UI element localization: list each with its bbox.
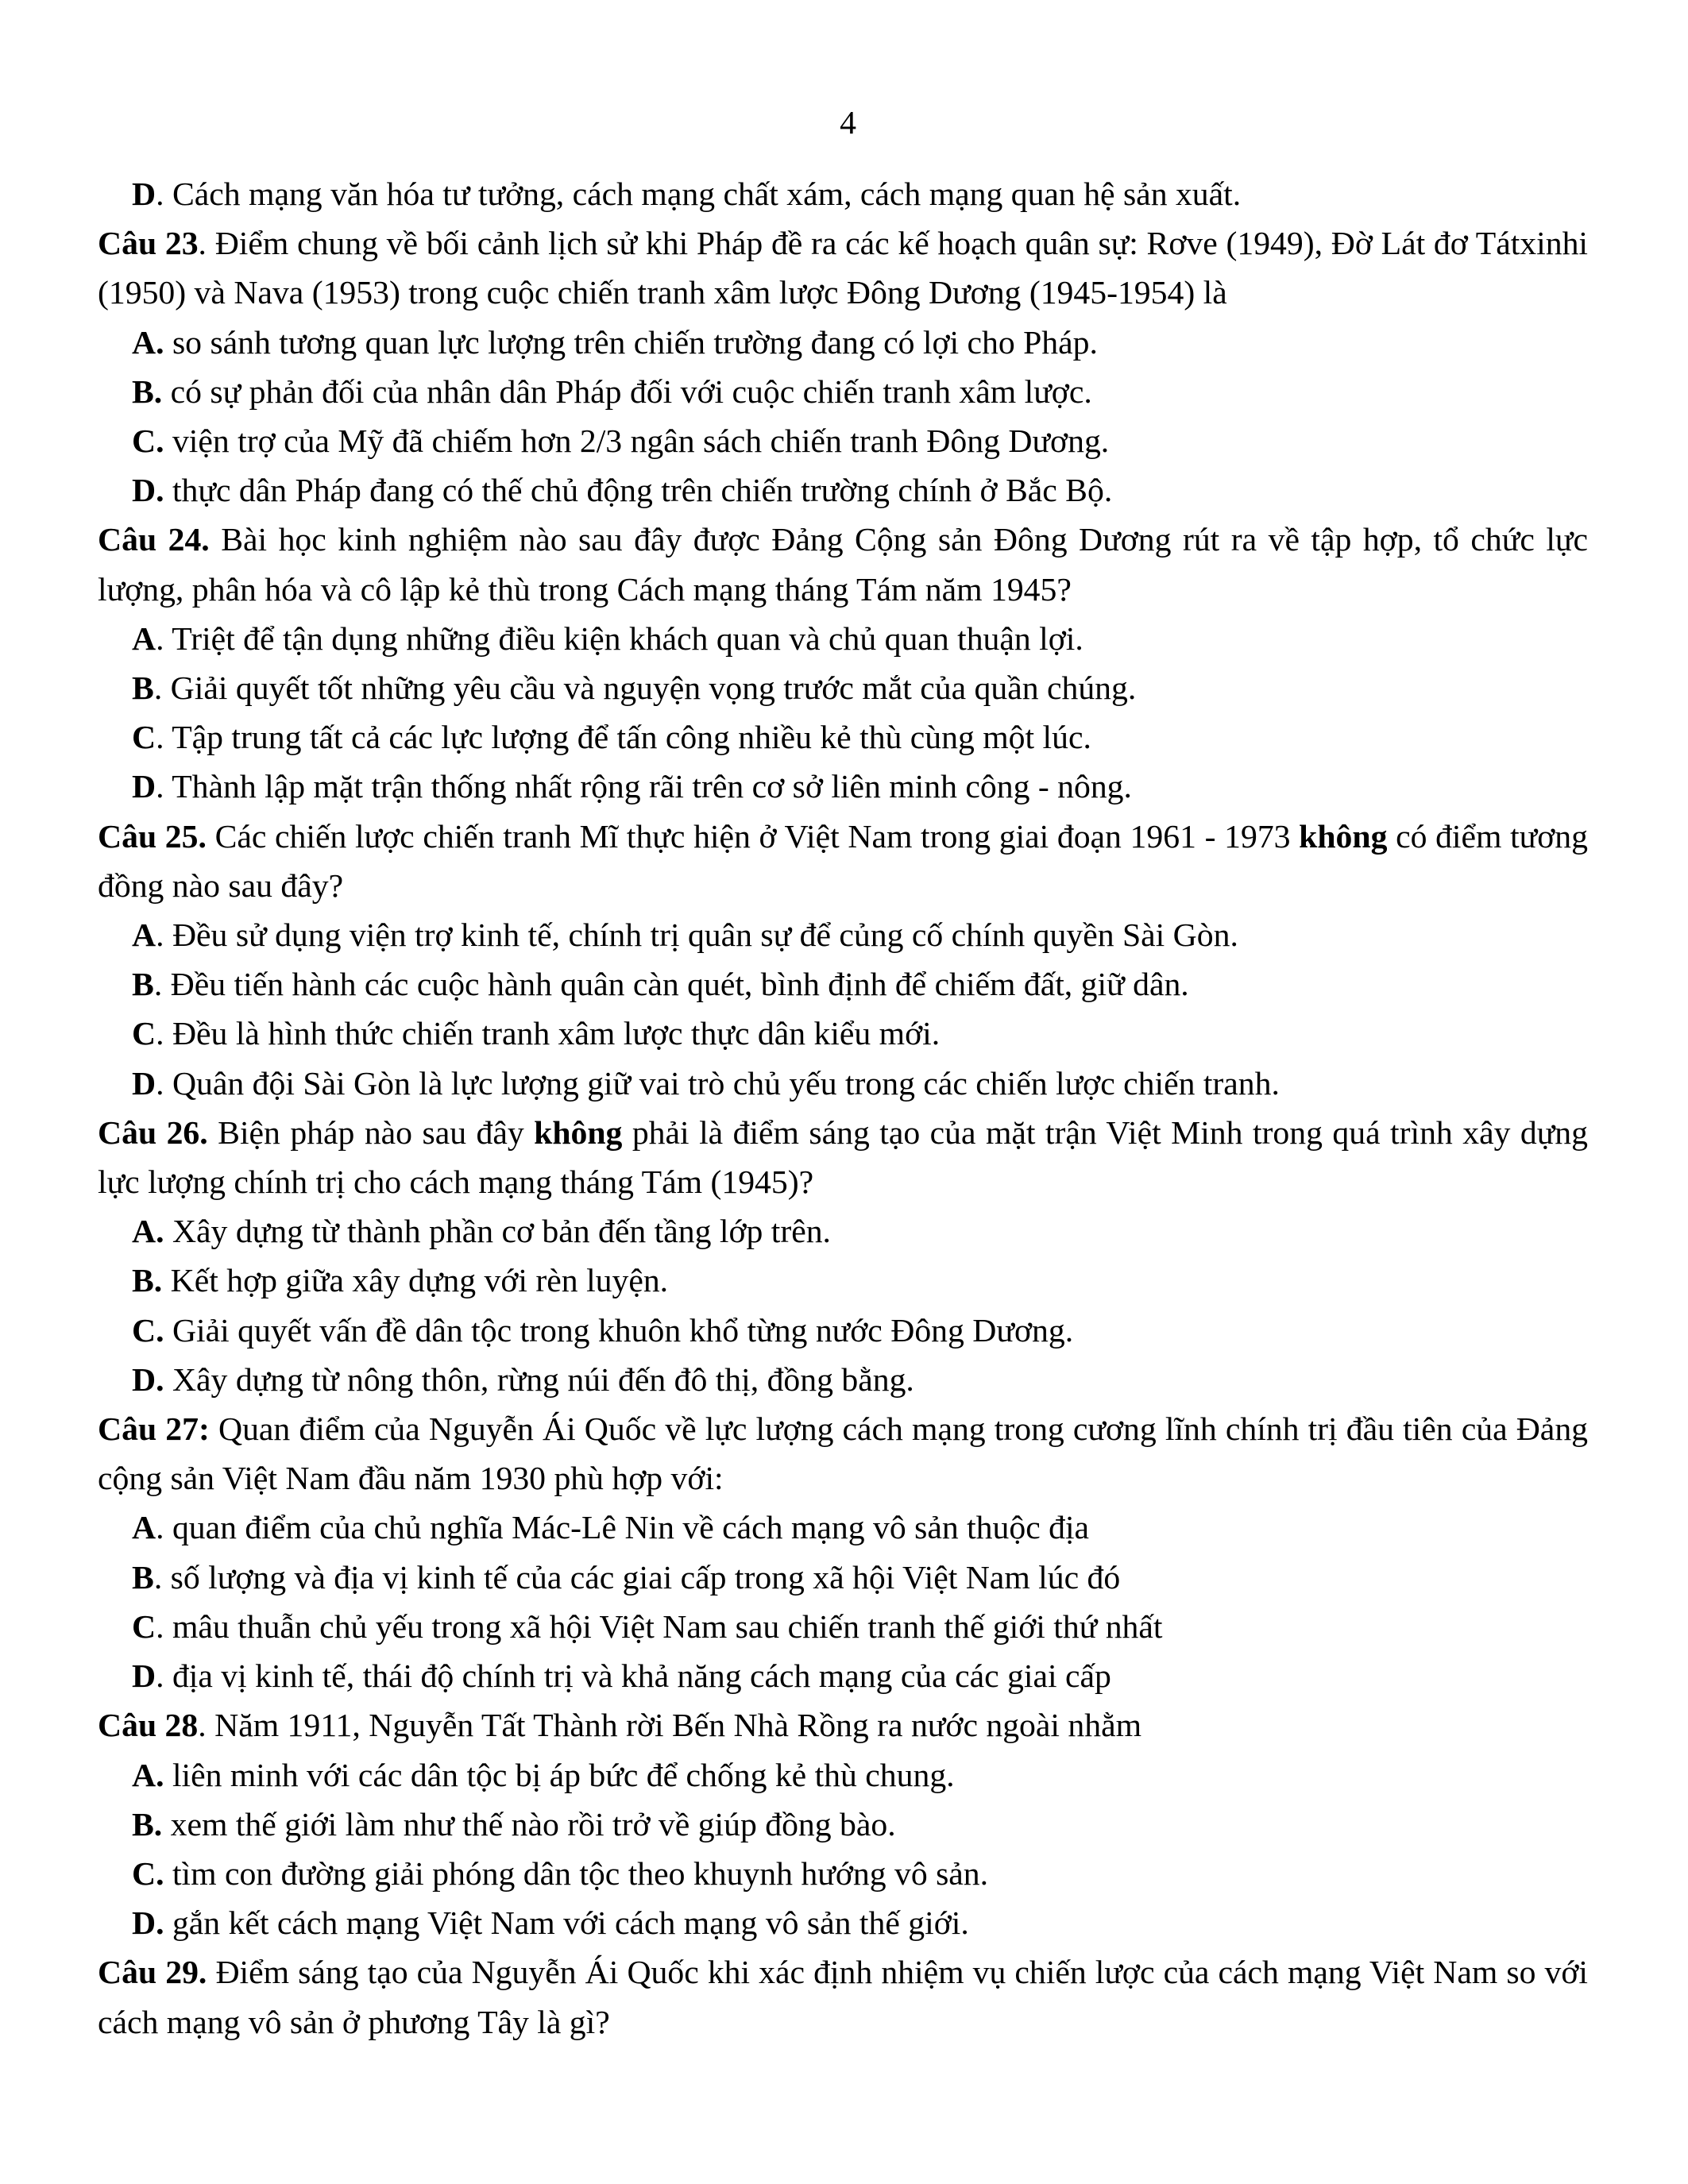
answer-option: [132, 1356, 1588, 1405]
answer-option: [132, 664, 1588, 713]
answer-option: [132, 1850, 1588, 1899]
option-letter: A.: [132, 1214, 164, 1251]
option-letter: D: [132, 769, 156, 806]
question: [98, 219, 1588, 515]
option-letter: C.: [132, 1312, 164, 1349]
question: [98, 1405, 1588, 1701]
option-letter: D: [132, 1658, 156, 1696]
option-text: xem thế giới làm như thế nào rồi trở về giúp đồng bào.: [162, 1806, 896, 1843]
question-label: Câu 28: [98, 1707, 199, 1745]
answer-option: [132, 911, 1588, 960]
option-text: thực dân Pháp đang có thế chủ động trên chiến trường chính ở Bắc Bộ.: [164, 473, 1113, 510]
option-letter: D: [132, 1065, 156, 1102]
answer-option: [132, 762, 1588, 812]
question: [98, 1948, 1588, 2047]
option-letter: A: [132, 917, 156, 955]
question-label: Câu 23: [98, 226, 199, 263]
question-stem: [98, 1948, 1588, 2047]
answer-option: [132, 1503, 1588, 1553]
question-label: Câu 24.: [98, 522, 210, 559]
option-letter: A.: [132, 1757, 164, 1794]
option-text: Xây dựng từ thành phần cơ bản đến tầng lớp trên.: [164, 1214, 831, 1251]
question-stem: [98, 1109, 1588, 1207]
option-text: Cách mạng văn hóa tư tưởng, cách mạng chất xám, cách mạng quan hệ sản xuất.: [172, 176, 1242, 213]
option-text: . mâu thuẫn chủ yếu trong xã hội Việt Nam sau chiến tranh thế giới thứ nhất: [156, 1608, 1163, 1646]
option-letter: D: [132, 176, 156, 213]
option-text: . Triệt để tận dụng những điều kiện khách quan và chủ quan thuận lợi.: [156, 620, 1083, 658]
question-text: Điểm chung về bối cảnh lịch sử khi Pháp đề ra các kế hoạch quân sự: Rơve (1949), Đờ Lát đơ Tátxinhi (1950) và Nava (1953) trong cuộc chiến tranh xâm lược Đông Dương (1945-1954) là: [98, 226, 1588, 312]
option-text: . Đều là hình thức chiến tranh xâm lược thực dân kiểu mới.: [156, 1016, 941, 1053]
answer-option: [132, 466, 1588, 515]
option-letter: D.: [132, 473, 164, 510]
option-text: . Đều tiến hành các cuộc hành quân càn quét, bình định để chiếm đất, giữ dân.: [153, 967, 1189, 1004]
answer-option: [132, 1207, 1588, 1256]
option-text: . Đều sử dụng viện trợ kinh tế, chính trị quân sự để củng cố chính quyền Sài Gòn.: [156, 917, 1238, 955]
answer-option: [132, 1306, 1588, 1356]
option-text: . Thành lập mặt trận thống nhất rộng rãi trên cơ sở liên minh công - nông.: [156, 769, 1132, 806]
option-text: Giải quyết vấn đề dân tộc trong khuôn khổ từng nước Đông Dương.: [164, 1312, 1074, 1349]
option-letter: C.: [132, 423, 164, 461]
option-letter: C.: [132, 1855, 164, 1893]
option-letter: C: [132, 720, 156, 757]
option-letter: B.: [132, 1806, 163, 1843]
option-letter: A: [132, 1510, 156, 1547]
option-letter: D.: [132, 1905, 164, 1943]
option-text: . Giải quyết tốt những yêu cầu và nguyện vọng trước mắt của quần chúng.: [153, 670, 1137, 708]
option-text: Kết hợp giữa xây dựng với rèn luyện.: [162, 1263, 669, 1300]
option-text: . địa vị kinh tế, thái độ chính trị và khả năng cách mạng của các giai cấp: [156, 1658, 1111, 1696]
question-label: Câu 25.: [98, 818, 207, 855]
question-text: Biện pháp nào sau đây: [218, 1114, 535, 1152]
answer-option: [132, 1256, 1588, 1306]
question-stem: [98, 515, 1588, 614]
answer-option: [132, 1800, 1588, 1850]
page-number: 4: [840, 105, 856, 141]
answer-option: [132, 1899, 1588, 1948]
option-letter: B.: [132, 373, 163, 411]
option-text: . số lượng và địa vị kinh tế của các giai cấp trong xã hội Việt Nam lúc đó: [153, 1559, 1121, 1596]
question-label: Câu 27:: [98, 1411, 210, 1449]
question-stem: [98, 1405, 1588, 1503]
answer-option: [132, 1751, 1588, 1800]
question-stem: [98, 812, 1588, 911]
option-letter: A.: [132, 324, 164, 361]
answer-option: [132, 615, 1588, 664]
option-text: gắn kết cách mạng Việt Nam với cách mạng vô sản thế giới.: [164, 1905, 969, 1943]
answer-option: [132, 713, 1588, 762]
exam-content: [98, 170, 1588, 2047]
answer-option: [132, 1603, 1588, 1652]
option-text: . Tập trung tất cả các lực lượng để tấn công nhiều kẻ thù cùng một lúc.: [156, 720, 1091, 757]
option-letter: C: [132, 1016, 156, 1053]
answer-option: [132, 318, 1588, 368]
answer-option: [132, 1009, 1588, 1059]
question-text: Bài học kinh nghiệm nào sau đây được Đảng Cộng sản Đông Dương rút ra về tập hợp, tổ chức lực lượng, phân hóa và cô lập kẻ thù trong Cách mạng tháng Tám năm 1945?: [98, 522, 1588, 608]
option-text: . Quân đội Sài Gòn là lực lượng giữ vai trò chủ yếu trong các chiến lược chiến tranh.: [156, 1065, 1280, 1102]
question-text: Năm 1911, Nguyễn Tất Thành rời Bến Nhà Rồng ra nước ngoài nhằm: [214, 1707, 1142, 1745]
answer-option: [132, 1553, 1588, 1603]
question-text: Quan điểm của Nguyễn Ái Quốc về lực lượng cách mạng trong cương lĩnh chính trị đầu tiên của Đảng cộng sản Việt Nam đầu năm 1930 phù hợp với:: [98, 1411, 1589, 1498]
answer-option: [132, 1059, 1588, 1109]
answer-option: D. Cách mạng văn hóa tư tưởng, cách mạng chất xám, cách mạng quan hệ sản xuất.: [132, 176, 1242, 213]
question-text: Điểm sáng tạo của Nguyễn Ái Quốc khi xác định nhiệm vụ chiến lược của cách mạng Việt Nam so với cách mạng vô sản ở phương Tây là gì?: [98, 1954, 1588, 2041]
question: [98, 812, 1588, 1109]
option-text: viện trợ của Mỹ đã chiếm hơn 2/3 ngân sách chiến tranh Đông Dương.: [164, 423, 1110, 461]
question: [98, 1109, 1588, 1405]
option-text: Xây dựng từ nông thôn, rừng núi đến đô thị, đồng bằng.: [164, 1361, 914, 1399]
answer-option: [132, 417, 1588, 466]
answer-option: [132, 1652, 1588, 1701]
option-text: so sánh tương quan lực lượng trên chiến trường đang có lợi cho Pháp.: [164, 324, 1098, 361]
emphasis-text: không: [534, 1114, 623, 1152]
option-text: . quan điểm của chủ nghĩa Mác-Lê Nin về cách mạng vô sản thuộc địa: [156, 1510, 1090, 1547]
option-letter: B: [132, 670, 154, 708]
option-letter: B.: [132, 1263, 163, 1300]
option-text: liên minh với các dân tộc bị áp bức để chống kẻ thù chung.: [164, 1757, 955, 1794]
option-letter: B: [132, 967, 154, 1004]
question-label: Câu 26.: [98, 1114, 208, 1152]
option-letter: A: [132, 620, 156, 658]
option-text: tìm con đường giải phóng dân tộc theo khuynh hướng vô sản.: [164, 1855, 989, 1893]
question-list: [98, 219, 1588, 2047]
answer-option: [132, 368, 1588, 417]
question-label: Câu 29.: [98, 1954, 207, 1992]
question-stem: Câu 28. Năm 1911, Nguyễn Tất Thành rời Bến Nhà Rồng ra nước ngoài nhằm: [98, 1707, 1142, 1745]
emphasis-text: không: [1299, 818, 1388, 855]
option-letter: B: [132, 1559, 154, 1596]
question-text-cont: phải là điểm sáng tạo của mặt trận Việt Minh trong quá trình xây dựng lực lượng chính trị cho cách mạng tháng Tám (1945)?: [98, 1114, 1588, 1202]
question-stem: Câu 23. Điểm chung về bối cảnh lịch sử khi Pháp đề ra các kế hoạch quân sự: Rơve (1949), Đờ Lát đơ Tátxinhi (1950) và Nava (1953) trong cuộc chiến tranh xâm lược Đông Dương (1945-1954) là: [98, 226, 1588, 312]
answer-option: [132, 960, 1588, 1009]
question: [98, 515, 1588, 812]
question-text-cont: có điểm tương đồng nào sau đây?: [98, 818, 1588, 905]
option-letter: D.: [132, 1361, 164, 1399]
question-text: Các chiến lược chiến tranh Mĩ thực hiện ở Việt Nam trong giai đoạn 1961 - 1973: [214, 818, 1300, 855]
question: [98, 1701, 1588, 1948]
option-text: có sự phản đối của nhân dân Pháp đối với cuộc chiến tranh xâm lược.: [162, 373, 1092, 411]
option-letter: C: [132, 1608, 156, 1646]
